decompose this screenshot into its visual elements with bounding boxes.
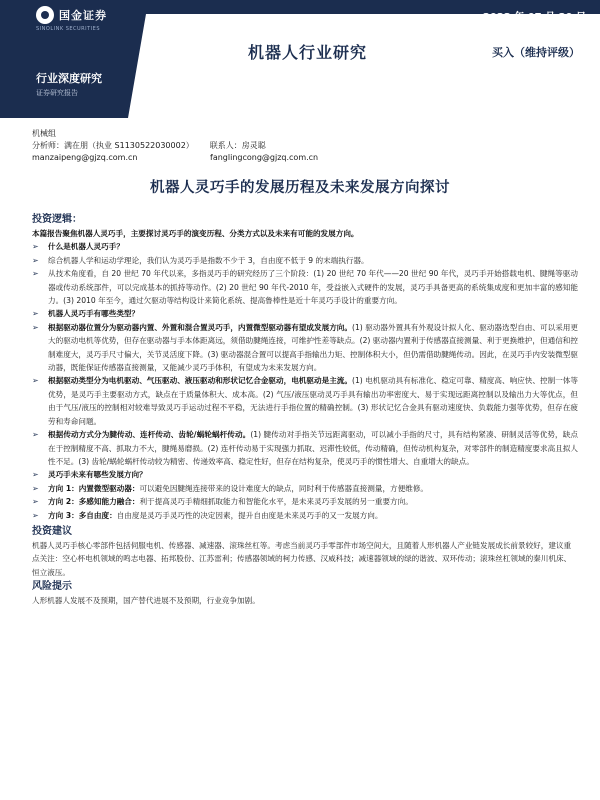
arrow-bullet-icon: ➢ [32,242,39,252]
analyst-email: manzaipeng@gjzq.com.cn [32,153,138,162]
analyst-row [32,140,572,152]
bullet-lead: 根据驱动器位置分为驱动器内置、外置和混合置灵巧手，内置微型驱动器有望成发展方向。 [48,322,353,332]
arrow-bullet-icon: ➢ [32,269,39,279]
bullet-item [32,428,578,468]
question-3: ➢ 灵巧手未来有哪些发展方向？ [32,468,578,481]
arrow-bullet-icon: ➢ [32,322,39,332]
analyst-name: 分析师：满在朋（执业 S1130522030002） [32,141,194,150]
arrow-bullet-icon: ➢ [32,430,39,440]
logic-intro: 本篇报告聚焦机器人灵巧手，主要探讨灵巧手的演变历程、分类方式以及未来有可能的发展方向。 [32,229,359,238]
bullet-lead: 根据传动方式分为腱传动、连杆传动、齿轮/蜗轮蜗杆传动。 [48,430,251,440]
bullet-text: (1) 电机驱动具有标准化、稳定可靠、精度高、响应快、控制一体等优势，是灵巧手主要驱动方式，缺点在于质量体积大、成本高。(2) 气压/液压驱动灵巧手具有输出功率密度大、易于实现远距离控制以及输出力大等优点，但由于气压/液压的控制相对较难导致灵巧手运动过程不平稳，无法进行手指位置的精确控制。(3) 形状记忆合金具有驱动速度快、负载能力强等优势，但存在疲劳和寿命问题。 [48,376,578,426]
arrow-bullet-icon: ➢ [32,497,39,507]
advice-heading: 投资建议 [32,525,72,537]
contact-name: 联系人：房灵聪 [209,141,266,150]
advice-text: 机器人灵巧手核心零部件包括伺服电机、传感器、减速器、滚珠丝杠等。考虑当前灵巧手零部件市场空间大，且随着人形机器人产业链发展成长前景较好，建议重点关注：空心杯电机领域的鸣志电器、拓邦股份、江苏雷利；传感器领域的柯力传感、汉威科技；减速器领域的绿的谐波、双环传动；滚珠丝杠领域的秦川机床、恒立液压。 [32,540,572,577]
report-type: 行业深度研究 [36,72,102,85]
bullet-text: 可以避免因腱绳连接带来的设计难度大的缺点，同时利于传感器直接测量，方便维修。 [139,483,429,493]
bullet-item: ➢ 综合机器人学和运动学理论，我们认为灵巧手是指数不少于 3，自由度不低于 9 的末端执行器。 [32,254,578,267]
arrow-bullet-icon: ➢ [32,470,39,480]
bullet-text: 自由度是灵巧手灵巧性的决定因素，提升自由度是未来灵巧手的又一发展方向。 [116,510,383,520]
bullet-item [32,495,578,508]
bullet-lead: 方向 1：内置微型驱动器： [48,483,140,493]
bullet-text: (1) 驱动器外置具有外观设计拟人化、驱动器选型自由、可以采用更大的驱动电机等优势，但存在驱动器与手本体距离远，须借助腱绳连接，可维护性差等缺点。(2) 驱动器内置利于传感器直接测量、利于更换维护，但通信和控制难度大，灵巧手尺寸偏大，关节灵活度下降。(3) 驱动器混合置可以提高手指输出力矩、控制体积大小，但仍需借助腱绳传动。因此，在灵巧手内安装微型驱动器，既能保证传感器直接测量，又能减少灵巧手体积，有望成为未来发展方向。 [48,322,578,373]
logo-text: 国金证券 [59,9,107,22]
logic-heading: 投资逻辑： [32,214,82,225]
company-logo [36,6,107,24]
bullet-item: ➢ 从技术角度看，自 20 世纪 70 年代以来，多指灵巧手的研究经历了三个阶段：(1) 20 世纪 70 年代——20 世纪 90 年代，灵巧手开始搭载电机、腱绳等驱动器或传动系统部件，可以完成基本的抓持等动作。(2) 20 世纪 90 年代-2010 年，受益嵌入式硬件的发展，灵巧手具备更高的系统集成度和更加丰富的感知能力。(3) 2010 年至今，通过欠驱动等结构设计来简化系统、提高鲁棒性是近十年灵巧手设计的重要方向。 [32,267,578,307]
header-title-panel [128,14,600,118]
page-title: 机器人灵巧手的发展历程及未来发展方向探讨 [150,180,450,196]
risk-heading: 风险提示 [32,581,72,593]
arrow-bullet-icon: ➢ [32,309,39,319]
report-header [0,0,600,118]
analyst-group: 机械组 [32,129,56,138]
bullet-item [32,374,578,428]
email-row [32,152,572,164]
bullet-lead: 方向 2：多感知能力融合： [48,497,140,507]
arrow-bullet-icon: ➢ [32,510,39,520]
bullet-lead: 根据驱动类型分为电机驱动、气压驱动、液压驱动和形状记忆合金驱动，电机驱动是主流。 [48,376,353,386]
question-2: ➢ 机器人灵巧手有哪些类型？ [32,307,578,320]
report-date: 2023 年 07 月 20 日 [482,12,586,23]
bullet-text: 利于提高灵巧手精细抓取能力和智能化水平，是未来灵巧手发展的另一重要方向。 [139,497,413,507]
bullet-item [32,482,578,495]
bullet-lead: 方向 3：多自由度： [48,510,117,520]
arrow-bullet-icon: ➢ [32,255,39,265]
report-body [32,212,578,608]
report-subtype: 证券研究报告 [36,89,78,97]
bullet-item [32,509,578,522]
risk-text: 人形机器人发展不及预期，国产替代进展不及预期，行业竞争加剧。 [32,596,260,606]
logo-subtext: SINOLINK SECURITIES [36,26,100,32]
rating-label: 买入（维持评级） [492,46,580,59]
question-1: ➢ 什么是机器人灵巧手？ [32,240,578,253]
logo-icon [36,6,54,24]
bullet-text: (1) 腱传动对手指关节远距离驱动，可以减小手指的尺寸，具有结构紧凑、研制灵活等优势，缺点在于控制精度不高、抓取力不大，腱绳易磨损。(2) 连杆传动易于实现强力抓取、迟滞性较低，传动精确，但传动机构复杂，对零部件的制造精度要求高且拟人性不足。(3) 齿轮/蜗轮蜗杆传动较为精密、传递效率高、稳定性好，但存在结构复杂，使灵巧手的惯性增大、自重增大的缺点。 [48,430,578,466]
contact-email: fanglingcong@gjzq.com.cn [210,153,319,162]
industry-title: 机器人行业研究 [248,43,368,62]
bullet-item [32,321,578,375]
arrow-bullet-icon: ➢ [32,376,39,386]
arrow-bullet-icon: ➢ [32,483,39,493]
analyst-info [32,128,572,164]
